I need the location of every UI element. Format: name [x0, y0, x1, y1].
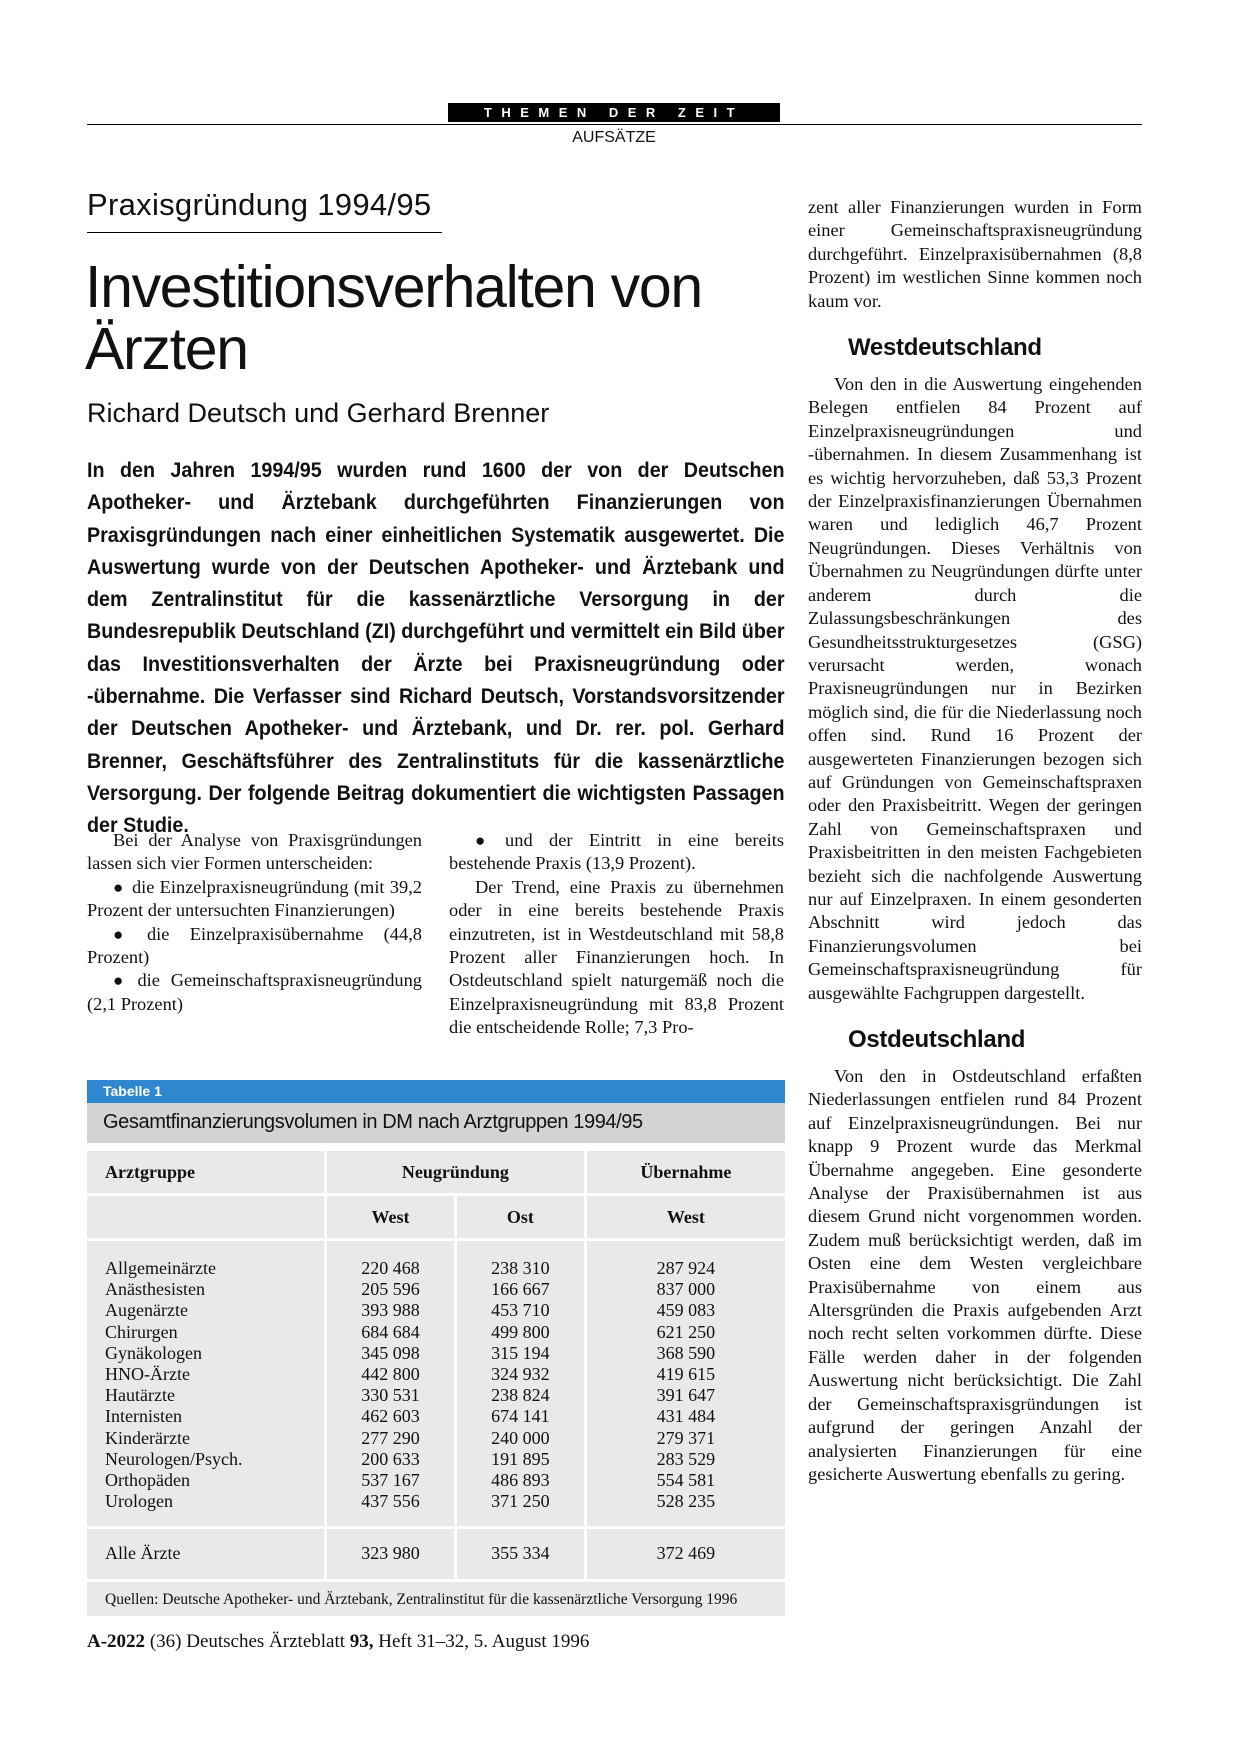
cell-value: 277 290: [326, 1428, 456, 1449]
cell-value: 220 468: [326, 1258, 456, 1279]
table-source-note: Quellen: Deutsche Apotheker- und Ärztebank, Zentralinstitut für die kassenärztliche Versorgung 1996: [87, 1579, 785, 1616]
cell-value: 240 000: [455, 1428, 585, 1449]
table-row: [87, 1385, 785, 1406]
cell-value: 419 615: [585, 1364, 785, 1385]
table-row: [87, 1300, 785, 1321]
page-footer: [87, 1631, 589, 1653]
page-number: A-2022: [87, 1631, 146, 1652]
bullet-item: ● die Einzelpraxisübernahme (44,8 Prozent): [87, 923, 422, 970]
total-value: 355 334: [455, 1543, 585, 1564]
cell-value: 431 484: [585, 1406, 785, 1427]
data-table: [87, 1151, 785, 1579]
article-title: Investitionsverhalten von Ärzten: [85, 254, 702, 382]
body-column-1: [87, 829, 422, 1016]
column-header-uebernahme: Übernahme: [585, 1151, 785, 1195]
total-label: Alle Ärzte: [105, 1543, 181, 1564]
article-lede: In den Jahren 1994/95 wurden rund 1600 der von der Deutschen Apotheker- und Ärztebank durchgeführten Finanzierungen von Praxisgründungen nach einer einheitlichen Systematik ausgewertet. Die Auswertung wurde von der Deutschen Apotheker- und Ärztebank und dem Zentralinstitut für die kassenärztliche Versorgung in der Bundesrepublik Deutschland (ZI) durchgeführt und vermittelt ein Bild über das Investitionsverhalten der Ärzte bei Praxisneugründung oder -übernahme. Die Verfasser sind Richard Deutsch, Vorstandsvorsitzender der Deutschen Apotheker- und Ärztebank, und Dr. rer. pol. Gerhard Brenner, Geschäftsführer des Zentralinstituts für die kassenärztliche Versorgung. Der folgende Beitrag dokumentiert die wichtigsten Passagen der Studie.: [87, 459, 785, 838]
bullet-item: ● die Gemeinschaftspraxisneugründung (2,1 Prozent): [87, 969, 422, 1016]
row-label: Urologen: [105, 1491, 173, 1512]
cell-value: 166 667: [455, 1279, 585, 1300]
bullet-item: ● die Einzelpraxisneugründung (mit 39,2 Prozent der untersuchten Finanzierungen): [87, 876, 422, 923]
cell-value: 238 310: [455, 1258, 585, 1279]
article-kicker: Praxisgründung 1994/95: [87, 187, 432, 222]
volume-number: 93,: [349, 1631, 374, 1652]
cell-value: 621 250: [585, 1322, 785, 1343]
bullet-item: ● und der Eintritt in eine bereits bestehende Praxis (13,9 Prozent).: [449, 829, 784, 876]
table-row: [87, 1449, 785, 1470]
cell-value: 462 603: [326, 1406, 456, 1427]
row-label: Augenärzte: [105, 1300, 188, 1321]
cell-value: 324 932: [455, 1364, 585, 1385]
cell-value: 315 194: [455, 1343, 585, 1364]
row-label: Allgemeinärzte: [105, 1258, 216, 1278]
body-column-2: [449, 829, 784, 1040]
cell-value: 200 633: [326, 1449, 456, 1470]
table-row: [87, 1279, 785, 1300]
cell-value: 537 167: [326, 1470, 456, 1491]
table-row: [87, 1406, 785, 1427]
cell-value: 345 098: [326, 1343, 456, 1364]
table-1: [87, 1080, 785, 1616]
section-banner: THEMEN DER ZEIT: [448, 103, 780, 122]
cell-value: 837 000: [585, 1279, 785, 1300]
cell-value: 279 371: [585, 1428, 785, 1449]
issue-suffix: Heft 31–32, 5. August 1996: [378, 1631, 590, 1652]
cell-value: 528 235: [585, 1491, 785, 1512]
cell-value: 391 647: [585, 1385, 785, 1406]
column-header-west: West: [326, 1195, 456, 1240]
row-label: Anästhesisten: [105, 1279, 205, 1300]
cell-value: 442 800: [326, 1364, 456, 1385]
cell-value: 191 895: [455, 1449, 585, 1470]
body-column-3: [808, 196, 1142, 1486]
table-label: Tabelle 1: [87, 1080, 785, 1103]
kicker-underline: [87, 232, 442, 233]
paragraph: Der Trend, eine Praxis zu übernehmen oder in eine bereits bestehende Praxis einzutreten, ist in Westdeutschland mit 58,8 Prozent aller Finanzierungen hoch. In Ostdeutschland spielt naturgemäß noch die Einzelpraxisneugründung mit 83,8 Prozent die entscheidende Rolle; 7,3 Pro-: [449, 876, 784, 1038]
table-row: [87, 1428, 785, 1449]
table-row: [87, 1491, 785, 1512]
cell-value: 287 924: [585, 1258, 785, 1279]
table-row: [87, 1343, 785, 1364]
cell-value: 238 824: [455, 1385, 585, 1406]
table-title: Gesamtfinanzierungsvolumen in DM nach Arztgruppen 1994/95: [87, 1103, 785, 1143]
column-header-neugruendung: Neugründung: [326, 1151, 586, 1195]
row-label: Kinderärzte: [105, 1427, 190, 1448]
table-total-row: [87, 1543, 785, 1564]
cell-value: 205 596: [326, 1279, 456, 1300]
header-rule: [87, 124, 1142, 125]
row-label: Internisten: [105, 1406, 182, 1427]
table-row: [87, 1258, 785, 1279]
row-label: Hautärzte: [105, 1385, 175, 1406]
table-row: [87, 1470, 785, 1491]
row-label: Gynäkologen: [105, 1342, 202, 1363]
paragraph: Bei der Analyse von Praxisgründungen lassen sich vier Formen unterscheiden:: [87, 830, 422, 874]
cell-value: 674 141: [455, 1406, 585, 1427]
cell-value: 437 556: [326, 1491, 456, 1512]
column-header-ost: Ost: [455, 1195, 585, 1240]
table-body: [87, 1151, 785, 1616]
paragraph: zent aller Finanzierungen wurden in Form einer Gemeinschaftspraxisneugründung durchgeführt. Einzelpraxisübernahmen (8,8 Prozent) im westlichen Sinne kommen noch kaum vor.: [808, 197, 1142, 311]
cell-value: 453 710: [455, 1300, 585, 1321]
cell-value: 499 800: [455, 1322, 585, 1343]
row-label: Orthopäden: [105, 1470, 190, 1491]
table-row: [87, 1364, 785, 1385]
row-label: Chirurgen: [105, 1321, 178, 1342]
total-value: 372 469: [585, 1543, 785, 1564]
subsection-label: AUFSÄTZE: [572, 129, 656, 146]
paragraph: Von den in die Auswertung eingehenden Belegen entfielen 84 Prozent auf Einzelpraxisneugründungen und -übernahmen. In diesem Zusammenhang ist es wichtig hervorzuheben, daß 53,3 Prozent der Einzelpraxisfinanzierungen Übernahmen waren und lediglich 46,7 Prozent Neugründungen. Dieses Verhältnis von Übernahmen zu Neugründungen dürfte unter anderem durch die Zulassungsbeschränkungen des Gesundheitsstrukturgesetzes (GSG) verursacht werden, wonach Praxisneugründungen nur in Bezirken möglich sind, die für die Niederlassung noch offen sind. Rund 16 Prozent der ausgewerteten Finanzierungen bezogen sich auf Gründungen von Gemeinschaftspraxen oder den Praxisbeitritt. Wegen der geringen Zahl von Gemeinschaftspraxen und Praxisbeitritten in den meisten Fachgebieten bezieht sich die nachfolgende Auswertung nur auf Einzelpraxen. In einem gesonderten Abschnitt wird jedoch das Finanzierungsvolumen bei Gemeinschaftspraxisneugründung für ausgewählte Fachgruppen dargestellt.: [808, 374, 1142, 1003]
article-authors: Richard Deutsch und Gerhard Brenner: [87, 398, 550, 428]
column-header-west: West: [585, 1195, 785, 1240]
cell-value: 393 988: [326, 1300, 456, 1321]
row-label: Neurologen/Psych.: [105, 1448, 243, 1469]
subheading-ost: Ostdeutschland: [848, 1026, 1026, 1053]
row-label: HNO-Ärzte: [105, 1364, 190, 1385]
cell-value: 371 250: [455, 1491, 585, 1512]
table-row: [87, 1322, 785, 1343]
cell-value: 330 531: [326, 1385, 456, 1406]
cell-value: 554 581: [585, 1470, 785, 1491]
issue-prefix: (36) Deutsches Ärzteblatt: [149, 1631, 346, 1652]
column-header-group: Arztgruppe: [87, 1151, 326, 1195]
total-value: 323 980: [326, 1543, 456, 1564]
cell-value: 283 529: [585, 1449, 785, 1470]
paragraph: Von den in Ostdeutschland erfaßten Niederlassungen entfielen rund 84 Prozent auf Einzelpraxisneugründungen. Bei nur knapp 9 Prozent wurde das Merkmal Übernahme angegeben. Eine gesonderte Analyse der Praxisübernahmen ist aus diesem Grund nicht vorgenommen worden. Zudem muß berücksichtigt werden, daß im Osten eine dem Westen vergleichbare Praxisübernahme von einem aus Altersgründen die Praxis aufgebenden Arzt noch recht selten vorkommen dürfte. Diese Fälle werden daher in der folgenden Auswertung nicht berücksichtigt. Die Zahl der Gemeinschaftspraxisgründungen ist aufgrund der geringen Anzahl der analysierten Finanzierungen für eine gesicherte Auswertung ebenfalls zu gering.: [808, 1066, 1142, 1484]
cell-value: 368 590: [585, 1343, 785, 1364]
subheading-west: Westdeutschland: [848, 334, 1042, 362]
cell-value: 459 083: [585, 1300, 785, 1321]
cell-value: 684 684: [326, 1322, 456, 1343]
cell-value: 486 893: [455, 1470, 585, 1491]
